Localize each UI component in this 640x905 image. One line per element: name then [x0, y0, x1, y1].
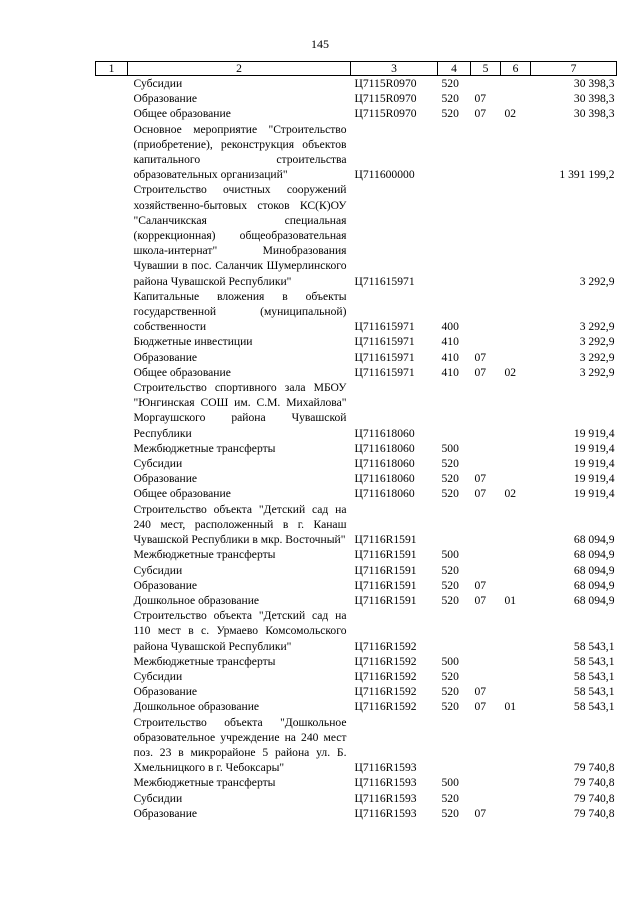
expense-type: 520 [441, 791, 459, 805]
row-name: Образование [133, 350, 198, 364]
expense-type: 410 [441, 335, 459, 349]
row-col-1 [96, 289, 128, 335]
subsection [501, 471, 531, 486]
expense-type [438, 380, 471, 441]
section [471, 654, 501, 669]
budget-table [95, 61, 617, 821]
table-row [96, 365, 617, 380]
target-code: Ц7115R0970 [354, 77, 417, 90]
target-code: Ц7116R1592 [354, 700, 417, 714]
table-row [96, 775, 617, 790]
expense-type: 520 [441, 77, 459, 90]
row-name: Строительство очистных сооружений хозяйственно-бытовых стоков КС(К)ОУ "Саланчикская специальная (коррекционная) общеобразовательная школа-интернат" Минобразования Чувашии в пос. Саланчик Шумерлинского района Чувашской Республики" [133, 183, 347, 288]
subsection: 02 [504, 107, 517, 121]
section: 07 [474, 700, 487, 714]
section [471, 182, 501, 288]
subsection [501, 182, 531, 288]
expense-type [438, 608, 471, 654]
amount: 30 398,3 [573, 77, 615, 90]
subsection [501, 334, 531, 349]
expense-type: 520 [441, 107, 459, 121]
section [471, 775, 501, 790]
expense-type [438, 182, 471, 288]
amount: 3 292,9 [579, 335, 615, 349]
section [471, 441, 501, 456]
row-col-1 [96, 608, 128, 654]
subsection [501, 775, 531, 790]
row-name: Образование [133, 578, 198, 592]
section [471, 380, 501, 441]
target-code: Ц7116R1592 [354, 654, 417, 668]
row-name: Общее образование [133, 107, 231, 121]
expense-type: 520 [441, 487, 459, 501]
header-col-7: 7 [531, 62, 617, 76]
row-name: Межбюджетные трансферты [133, 776, 276, 790]
section: 07 [474, 487, 487, 501]
target-code: Ц711615971 [354, 274, 415, 288]
row-name: Образование [133, 685, 198, 699]
target-code: Ц711618060 [354, 426, 415, 440]
subsection [501, 669, 531, 684]
amount: 3 292,9 [579, 274, 615, 288]
expense-type: 500 [441, 776, 459, 790]
target-code: Ц7115R0970 [354, 107, 417, 121]
table-row [96, 791, 617, 806]
target-code: Ц711618060 [354, 472, 415, 486]
header-row [96, 62, 617, 76]
target-code: Ц711615971 [354, 320, 415, 334]
row-col-1 [96, 654, 128, 669]
row-col-1 [96, 775, 128, 790]
expense-type: 500 [441, 441, 459, 455]
subsection [501, 502, 531, 548]
page-number: 145 [311, 37, 329, 51]
row-name: Основное мероприятие "Строительство (приобретение), реконструкция объектов капитального строительства образовательных организаций" [133, 122, 347, 182]
amount: 58 543,1 [573, 669, 615, 683]
row-col-1 [96, 365, 128, 380]
target-code: Ц7116R1591 [354, 548, 417, 562]
table-row [96, 471, 617, 486]
row-col-1 [96, 715, 128, 776]
expense-type: 520 [441, 92, 459, 106]
row-col-1 [96, 486, 128, 501]
section: 07 [474, 593, 487, 607]
expense-type: 400 [441, 320, 459, 334]
target-code: Ц7116R1592 [354, 639, 417, 653]
row-col-1 [96, 91, 128, 106]
table-row [96, 654, 617, 669]
expense-type: 520 [441, 806, 459, 820]
section: 07 [474, 107, 487, 121]
row-name: Образование [133, 806, 198, 820]
target-code: Ц7116R1592 [354, 685, 417, 699]
subsection [501, 289, 531, 335]
table-row [96, 699, 617, 714]
row-name: Субсидии [133, 77, 183, 90]
subsection [501, 441, 531, 456]
table-row [96, 106, 617, 121]
row-col-1 [96, 471, 128, 486]
row-name: Строительство спортивного зала МБОУ "Юнгинская СОШ им. С.М. Михайлова" Моргаушского района Чувашской Республики [133, 381, 347, 440]
row-name: Субсидии [133, 791, 183, 805]
subsection [501, 76, 531, 92]
target-code: Ц7116R1591 [354, 533, 417, 547]
row-name: Строительство объекта "Детский сад на 110 мест в с. Урмаево Комсомольского района Чувашской Республики" [133, 609, 347, 653]
table-row [96, 806, 617, 821]
section [471, 608, 501, 654]
expense-type [438, 122, 471, 183]
expense-type: 410 [441, 350, 459, 364]
amount: 3 292,9 [579, 365, 615, 379]
section [471, 76, 501, 92]
target-code: Ц711618060 [354, 457, 415, 471]
section: 07 [474, 350, 487, 364]
row-col-1 [96, 547, 128, 562]
expense-type: 520 [441, 578, 459, 592]
amount: 79 740,8 [573, 761, 615, 775]
row-col-1 [96, 578, 128, 593]
row-col-1 [96, 699, 128, 714]
expense-type [438, 715, 471, 776]
row-col-1 [96, 806, 128, 821]
amount: 30 398,3 [573, 107, 615, 121]
section [471, 456, 501, 471]
table-row [96, 456, 617, 471]
table-row [96, 593, 617, 608]
row-name: Строительство объекта "Детский сад на 240 мест, расположенный в г. Канаш Чувашской Республики в мкр. Восточный" [133, 502, 347, 547]
table-row [96, 669, 617, 684]
amount: 58 543,1 [573, 639, 615, 653]
section [471, 791, 501, 806]
row-name: Субсидии [133, 669, 183, 683]
amount: 3 292,9 [579, 320, 615, 334]
expense-type: 520 [441, 669, 459, 683]
section: 07 [474, 92, 487, 106]
amount: 19 919,4 [573, 441, 615, 455]
subsection [501, 91, 531, 106]
expense-type: 520 [441, 457, 459, 471]
header-col-5: 5 [471, 62, 501, 76]
target-code: Ц711615971 [354, 365, 415, 379]
table-row [96, 715, 617, 776]
expense-type: 500 [441, 654, 459, 668]
table-row [96, 547, 617, 562]
amount: 79 740,8 [573, 806, 615, 820]
row-col-1 [96, 106, 128, 121]
section [471, 334, 501, 349]
section: 07 [474, 365, 487, 379]
subsection: 02 [504, 365, 517, 379]
subsection: 02 [504, 487, 517, 501]
amount: 58 543,1 [573, 685, 615, 699]
table-row [96, 380, 617, 441]
section [471, 547, 501, 562]
row-name: Субсидии [133, 457, 183, 471]
subsection [501, 715, 531, 776]
subsection [501, 684, 531, 699]
amount: 19 919,4 [573, 426, 615, 440]
target-code: Ц711615971 [354, 335, 415, 349]
row-name: Дошкольное образование [133, 593, 260, 607]
subsection [501, 578, 531, 593]
target-code: Ц7116R1591 [354, 593, 417, 607]
subsection [501, 654, 531, 669]
table-body [96, 76, 617, 821]
row-name: Образование [133, 472, 198, 486]
expense-type: 520 [441, 563, 459, 577]
row-col-1 [96, 502, 128, 548]
target-code: Ц7115R0970 [354, 92, 417, 106]
amount: 58 543,1 [573, 654, 615, 668]
expense-type: 410 [441, 365, 459, 379]
target-code: Ц711618060 [354, 441, 415, 455]
row-name: Образование [133, 92, 198, 106]
section [471, 502, 501, 548]
subsection [501, 350, 531, 365]
header-col-6: 6 [501, 62, 531, 76]
amount: 58 543,1 [573, 700, 615, 714]
row-col-1 [96, 456, 128, 471]
row-col-1 [96, 441, 128, 456]
expense-type: 520 [441, 685, 459, 699]
amount: 3 292,9 [579, 350, 615, 364]
table-header [96, 62, 617, 76]
row-col-1 [96, 122, 128, 183]
subsection [501, 608, 531, 654]
table-row [96, 563, 617, 578]
table-row [96, 486, 617, 501]
row-col-1 [96, 76, 128, 92]
expense-type: 500 [441, 548, 459, 562]
amount: 19 919,4 [573, 457, 615, 471]
row-col-1 [96, 669, 128, 684]
expense-type: 520 [441, 700, 459, 714]
amount: 79 740,8 [573, 776, 615, 790]
row-name: Общее образование [133, 365, 231, 379]
table-row [96, 182, 617, 288]
table-row [96, 122, 617, 183]
target-code: Ц7116R1593 [354, 806, 417, 820]
subsection [501, 122, 531, 183]
header-col-2: 2 [128, 62, 351, 76]
target-code: Ц7116R1592 [354, 669, 417, 683]
amount: 68 094,9 [573, 533, 615, 547]
subsection [501, 380, 531, 441]
target-code: Ц7116R1593 [354, 776, 417, 790]
target-code: Ц7116R1591 [354, 563, 417, 577]
target-code: Ц7116R1593 [354, 761, 417, 775]
table-row [96, 502, 617, 548]
subsection [501, 563, 531, 578]
target-code: Ц7116R1593 [354, 791, 417, 805]
row-name: Межбюджетные трансферты [133, 654, 276, 668]
header-col-3: 3 [351, 62, 438, 76]
row-name: Капитальные вложения в объекты государственной (муниципальной) собственности [133, 289, 347, 334]
table-row [96, 578, 617, 593]
row-col-1 [96, 182, 128, 288]
row-col-1 [96, 563, 128, 578]
row-col-1 [96, 593, 128, 608]
amount: 68 094,9 [573, 563, 615, 577]
table-row [96, 334, 617, 349]
row-name: Дошкольное образование [133, 700, 260, 714]
table-row [96, 76, 617, 92]
header-col-4: 4 [438, 62, 471, 76]
table-row [96, 91, 617, 106]
section: 07 [474, 472, 487, 486]
table-row [96, 608, 617, 654]
row-col-1 [96, 684, 128, 699]
expense-type: 520 [441, 472, 459, 486]
target-code: Ц711618060 [354, 487, 415, 501]
expense-type: 520 [441, 593, 459, 607]
target-code: Ц711600000 [354, 168, 415, 182]
subsection: 01 [504, 700, 517, 714]
row-col-1 [96, 334, 128, 349]
subsection [501, 456, 531, 471]
row-name: Межбюджетные трансферты [133, 441, 276, 455]
section [471, 715, 501, 776]
section: 07 [474, 578, 487, 592]
section [471, 289, 501, 335]
row-name: Бюджетные инвестиции [133, 335, 253, 349]
target-code: Ц711615971 [354, 350, 415, 364]
amount: 19 919,4 [573, 487, 615, 501]
expense-type [438, 502, 471, 548]
table-row [96, 350, 617, 365]
section [471, 122, 501, 183]
amount: 68 094,9 [573, 578, 615, 592]
amount: 19 919,4 [573, 472, 615, 486]
row-col-1 [96, 791, 128, 806]
amount: 30 398,3 [573, 92, 615, 106]
row-name: Строительство объекта "Дошкольное образовательное учреждение на 240 мест поз. 23 в микрорайоне 5 района ул. Б. Хмельницкого в г. Чебоксары" [133, 715, 347, 775]
row-name: Субсидии [133, 563, 183, 577]
amount: 79 740,8 [573, 791, 615, 805]
table-row [96, 289, 617, 335]
section: 07 [474, 685, 487, 699]
subsection [501, 806, 531, 821]
subsection [501, 547, 531, 562]
row-name: Межбюджетные трансферты [133, 548, 276, 562]
header-col-1: 1 [96, 62, 128, 76]
row-name: Общее образование [133, 487, 231, 501]
amount: 1 391 199,2 [559, 168, 615, 182]
target-code: Ц7116R1591 [354, 578, 417, 592]
row-col-1 [96, 380, 128, 441]
subsection [501, 791, 531, 806]
table-row [96, 684, 617, 699]
amount: 68 094,9 [573, 593, 615, 607]
section: 07 [474, 806, 487, 820]
section [471, 563, 501, 578]
section [471, 669, 501, 684]
amount: 68 094,9 [573, 548, 615, 562]
subsection: 01 [504, 593, 517, 607]
table-row [96, 441, 617, 456]
row-col-1 [96, 350, 128, 365]
